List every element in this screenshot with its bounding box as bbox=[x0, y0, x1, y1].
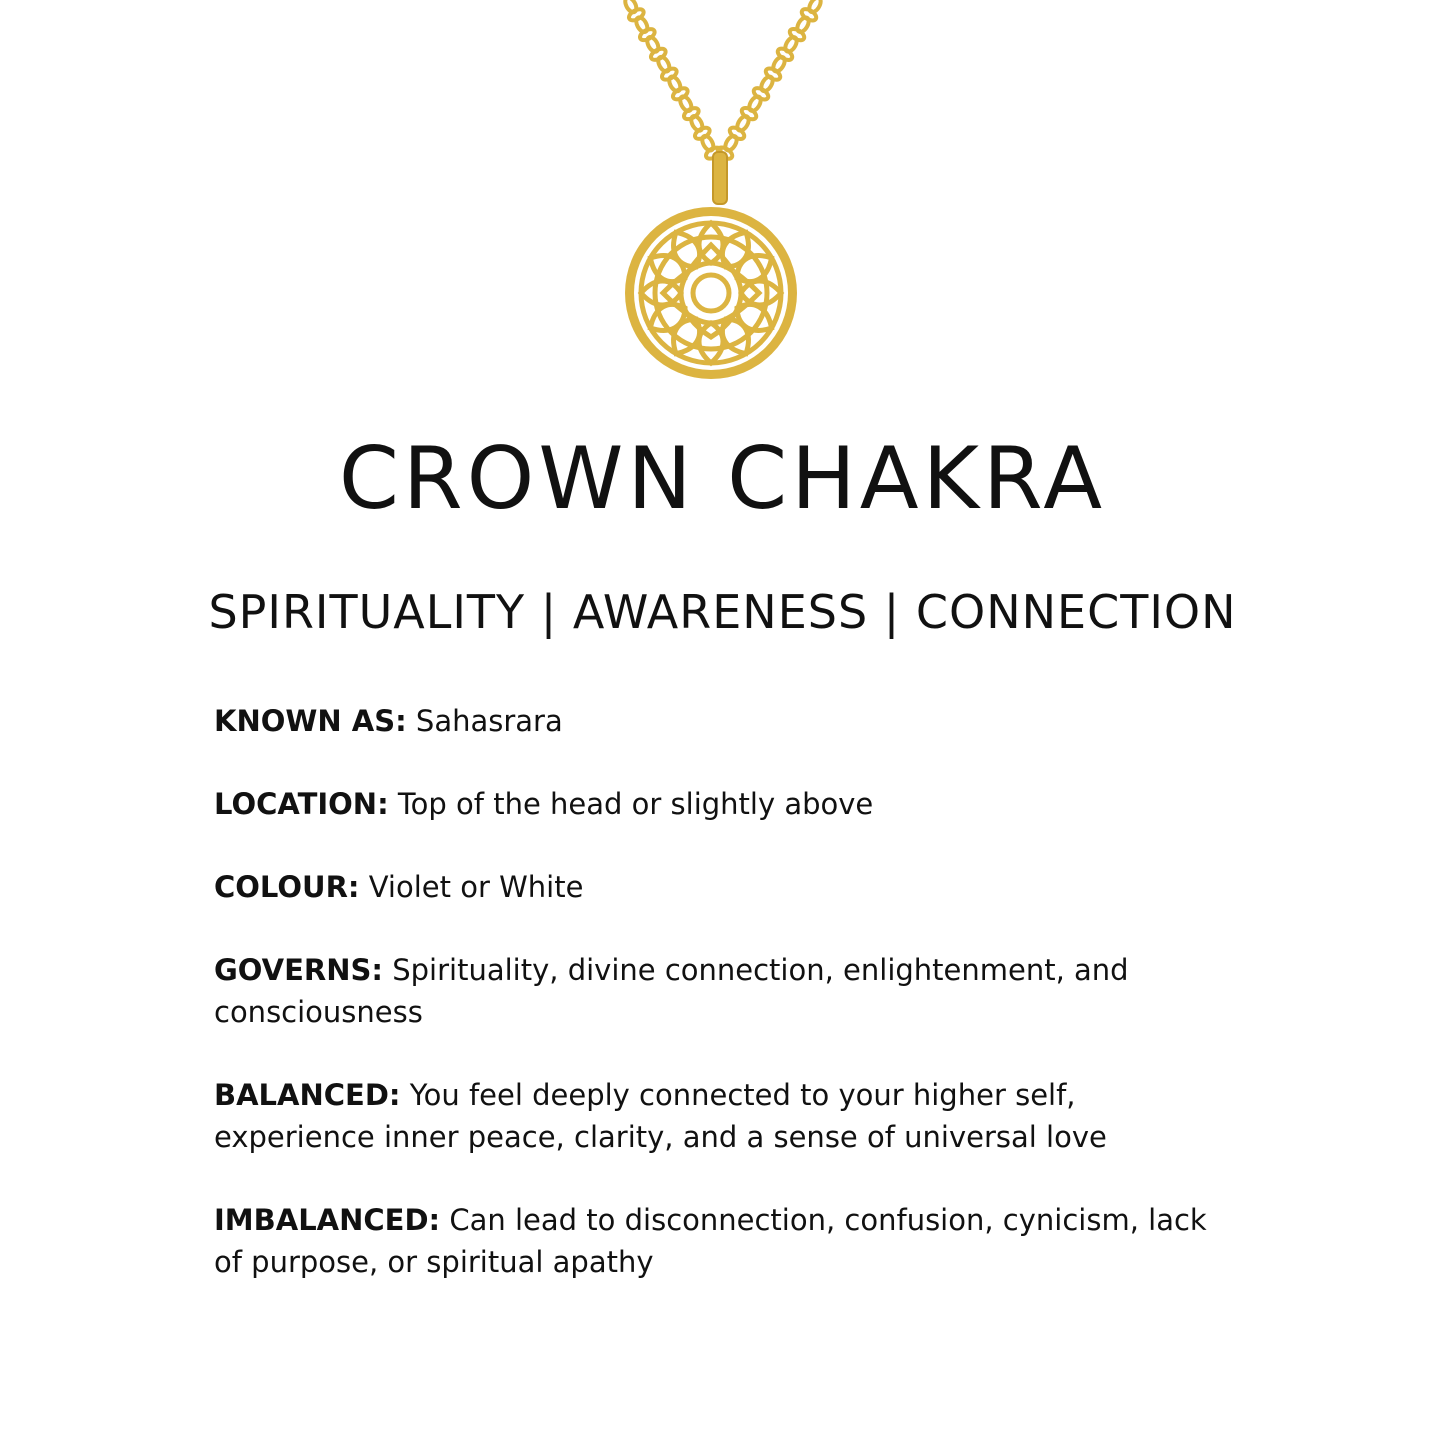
detail-label: GOVERNS: bbox=[214, 953, 384, 987]
subtitle-keywords: SPIRITUALITY | AWARENESS | CONNECTION bbox=[208, 585, 1237, 639]
chain bbox=[623, 0, 823, 161]
detail-value: Can lead to disconnection, confusion, cynicism, lack of purpose, or spiritual apathy bbox=[214, 1203, 1207, 1279]
detail-label: BALANCED: bbox=[214, 1078, 401, 1112]
pendant-bail bbox=[713, 152, 727, 204]
detail-balanced bbox=[214, 1074, 1234, 1158]
page-title: CROWN CHAKRA bbox=[338, 429, 1107, 529]
detail-label: COLOUR: bbox=[214, 870, 360, 904]
detail-label: KNOWN AS: bbox=[214, 704, 407, 738]
detail-value: You feel deeply connected to your higher self, experience inner peace, clarity, and a sense of universal love bbox=[214, 1078, 1107, 1154]
chakra-details bbox=[214, 700, 1234, 1324]
crown-chakra-pendant bbox=[625, 207, 797, 379]
detail-imbalanced bbox=[214, 1199, 1234, 1283]
detail-value: Violet or White bbox=[368, 870, 584, 904]
detail-label: IMBALANCED: bbox=[214, 1203, 441, 1237]
detail-colour bbox=[214, 866, 1234, 908]
detail-location bbox=[214, 783, 1234, 825]
detail-governs bbox=[214, 949, 1234, 1033]
detail-label: LOCATION: bbox=[214, 787, 389, 821]
detail-value: Spirituality, divine connection, enlightenment, and consciousness bbox=[214, 953, 1129, 1029]
detail-known-as bbox=[214, 700, 1234, 742]
necklace-pendant-image bbox=[0, 0, 1445, 400]
detail-value: Top of the head or slightly above bbox=[397, 787, 874, 821]
detail-value: Sahasrara bbox=[415, 704, 563, 738]
